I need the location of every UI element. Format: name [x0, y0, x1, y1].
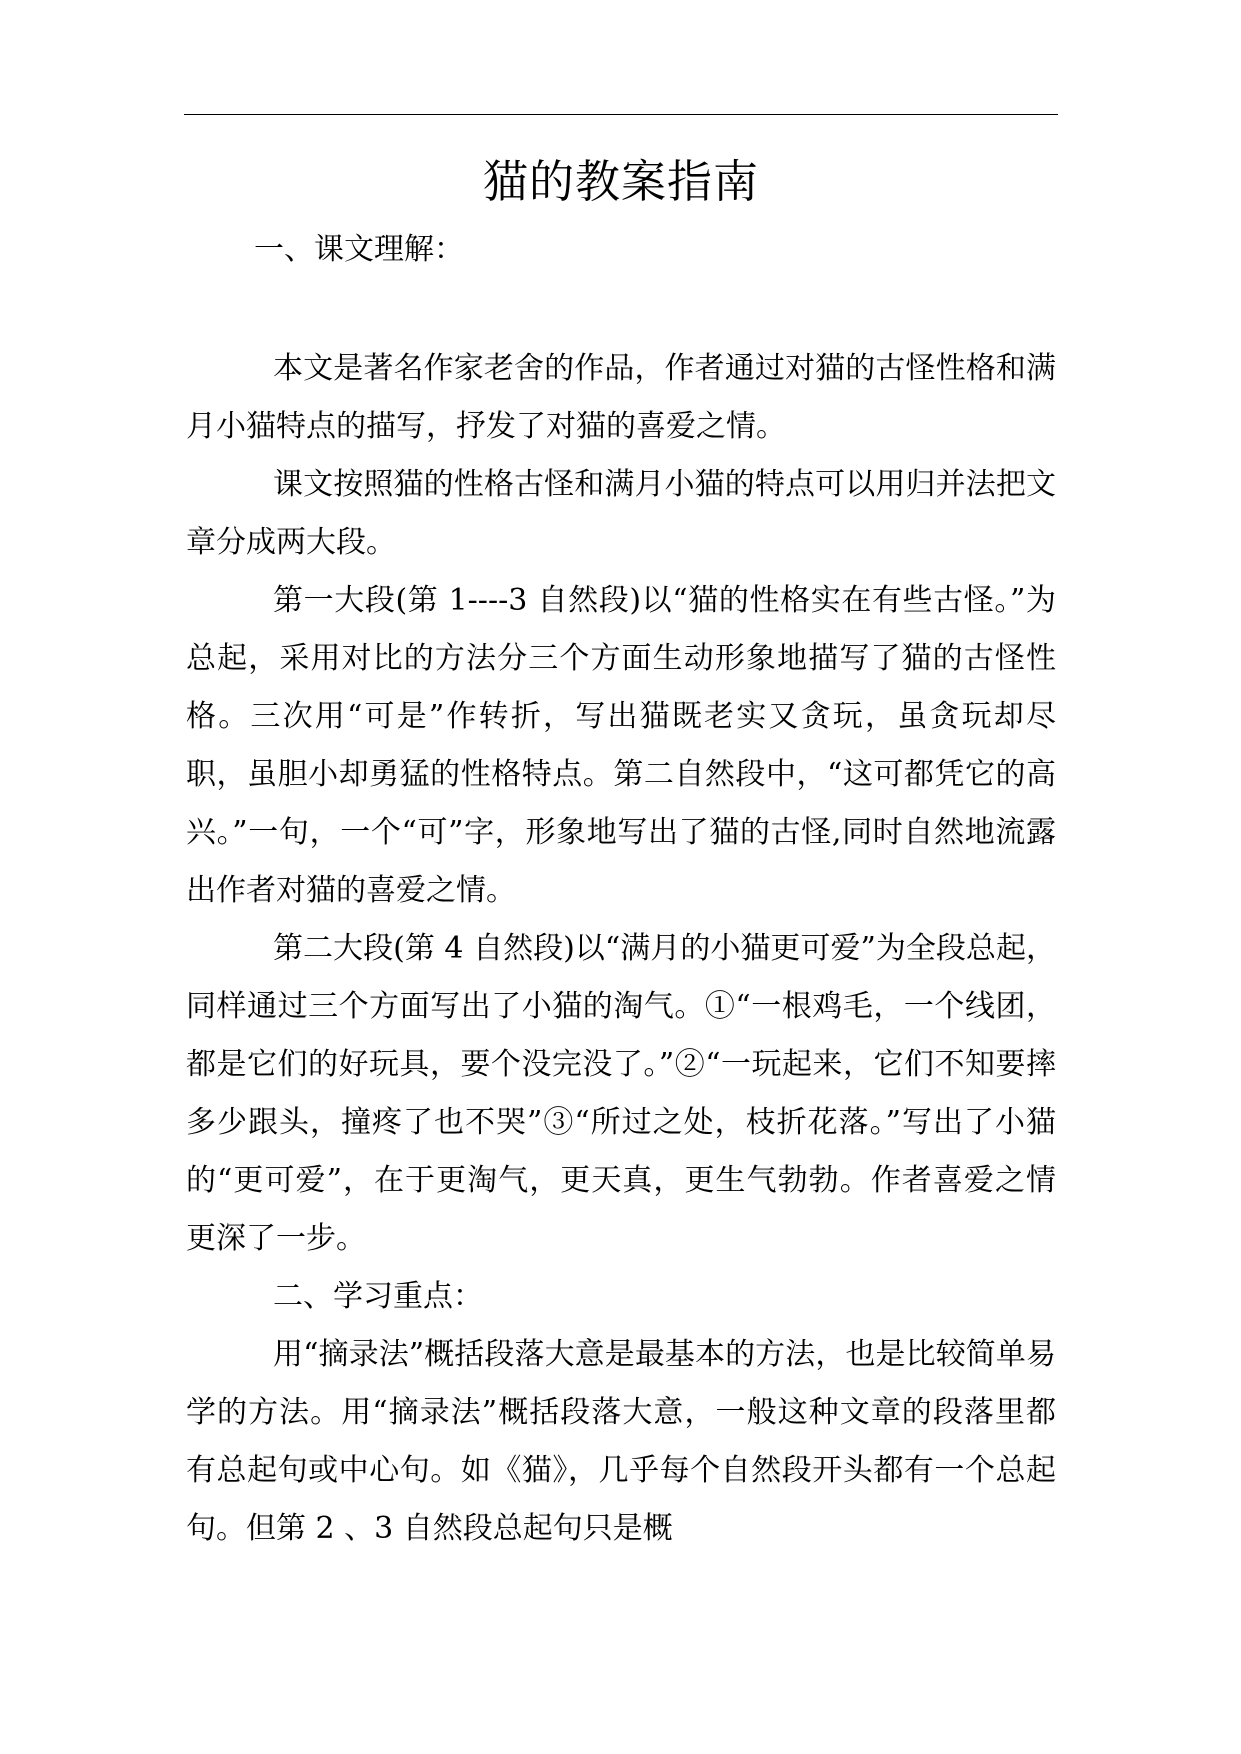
paragraph-excerpt-method: 用“摘录法”概括段落大意是最基本的方法，也是比较简单易学的方法。用“摘录法”概括段落大意，一般这种文章的段落里都有总起句或中心句。如《猫》，几乎每个自然段开头都有一个总起句。但第 2 、3 自然段总起句只是概 — [186, 1337, 1056, 1546]
body-text — [186, 340, 1056, 1558]
section-heading-learning-focus: 二、学习重点： — [273, 1279, 483, 1314]
paragraph-author-intro: 本文是著名作家老舍的作品，作者通过对猫的古怪性格和满月小猫特点的描写，抒发了对猫的喜爱之情。 — [186, 351, 1056, 444]
paragraph-part-one: 第一大段(第 1----3 自然段)以“猫的性格实在有些古怪。”为总起，采用对比的方法分三个方面生动形象地描写了猫的古怪性格。三次用“可是”作转折，写出猫既老实又贪玩，虽贪玩却尽职，虽胆小却勇猛的性格特点。第二自然段中，“这可都凭它的高兴。”一句，一个“可”字，形象地写出了猫的古怪,同时自然地流露出作者对猫的喜爱之情。 — [186, 583, 1056, 908]
header-rule — [184, 114, 1058, 115]
document-title: 猫的教案指南 — [482, 155, 759, 208]
paragraph-part-two: 第二大段(第 4 自然段)以“满月的小猫更可爱”为全段总起，同样通过三个方面写出了小猫的淘气。①“一根鸡毛，一个线团，都是它们的好玩具，要个没完没了。”②“一玩起来，它们不知要摔多少跟头，撞疼了也不哭”③“所过之处，枝折花落。”写出了小猫的“更可爱”，在于更淘气，更天真，更生气勃勃。作者喜爱之情更深了一步。 — [186, 931, 1056, 1256]
section-heading-text-understanding: 一、课文理解： — [254, 232, 464, 267]
paragraph-structure: 课文按照猫的性格古怪和满月小猫的特点可以用归并法把文章分成两大段。 — [186, 467, 1056, 560]
